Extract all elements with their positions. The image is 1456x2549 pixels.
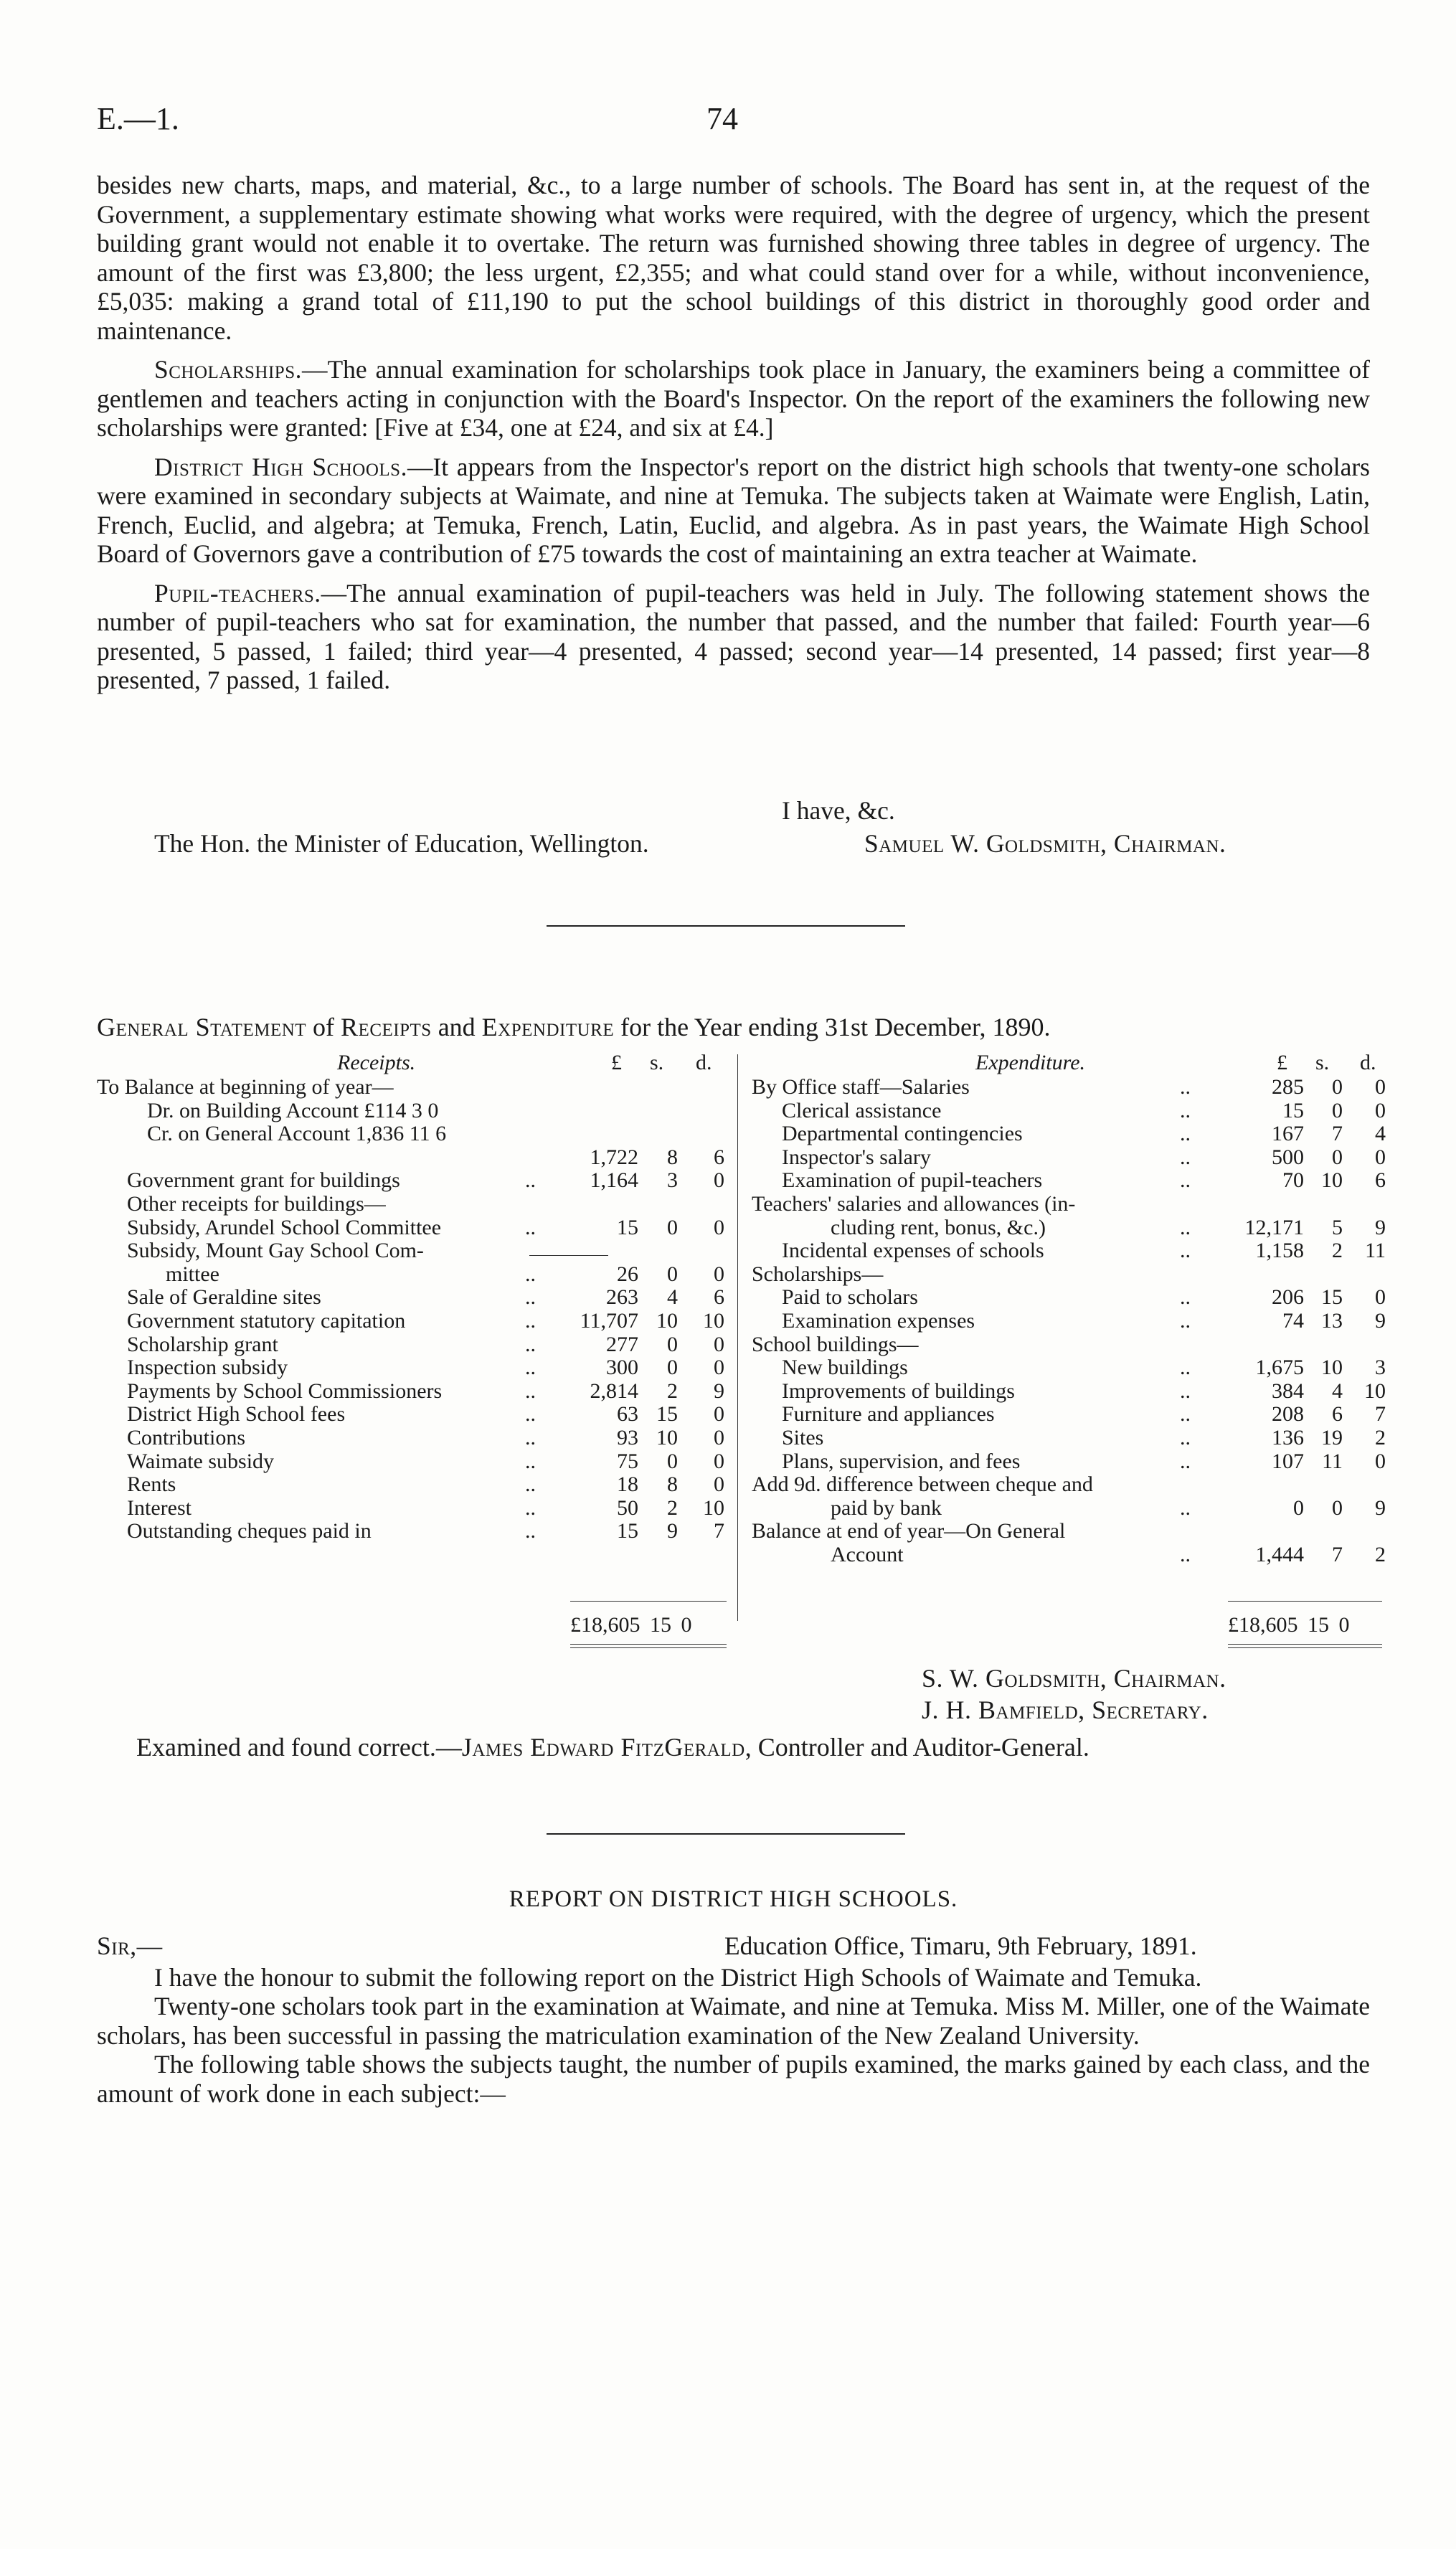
expenditure-amount: 70 [1282, 1168, 1304, 1193]
title-general-statement: General Statement [97, 1013, 307, 1041]
receipt-amount: 0 [714, 1262, 724, 1286]
receipt-label: Outstanding cheques paid in [127, 1519, 372, 1543]
expenditure-col-pence: d. [1360, 1051, 1376, 1074]
expenditure-amount: 10 [1364, 1378, 1386, 1403]
expenditure-label: Sites [782, 1426, 824, 1450]
receipt-amount: 10 [656, 1426, 678, 1450]
receipt-amount: 0 [667, 1356, 678, 1380]
expenditure-amount: 6 [1332, 1402, 1343, 1427]
closing-i-have: I have, &c. [782, 796, 895, 825]
expenditure-amount: 208 [1272, 1402, 1304, 1427]
receipt-label: To Balance at beginning of year— [97, 1075, 394, 1099]
receipt-amount: 26 [617, 1262, 638, 1286]
expenditure-amount: 0 [1293, 1495, 1304, 1520]
signature-chairman: S. W. Goldsmith, Chairman. [922, 1664, 1226, 1693]
leader-dots: .. [525, 1495, 536, 1520]
expenditure-amount: 384 [1272, 1378, 1304, 1403]
receipt-amount: 75 [617, 1449, 638, 1473]
receipt-amount: 10 [703, 1495, 724, 1520]
closing-addressee: The Hon. the Minister of Education, Wellington. [154, 829, 649, 858]
expenditure-amount: 10 [1321, 1168, 1343, 1193]
receipt-amount: 18 [617, 1472, 638, 1497]
expenditure-amount: 15 [1321, 1285, 1343, 1310]
column-divider [737, 1054, 738, 1621]
expenditure-amount: 1,675 [1255, 1356, 1304, 1380]
title-expenditure: Expenditure [481, 1013, 615, 1041]
receipt-amount: 15 [656, 1402, 678, 1427]
receipt-amount: 4 [667, 1285, 678, 1310]
leader-dots: .. [1180, 1426, 1191, 1450]
expenditure-double-rule-2 [1228, 1647, 1382, 1648]
leader-dots: .. [525, 1426, 536, 1450]
report-paragraph-3: The following table shows the subjects taught, the number of pupils examined, the marks gained by each class, and the amount of work done in each subject:— [97, 2050, 1370, 2108]
leader-dots: .. [525, 1262, 536, 1286]
receipt-amount: 0 [714, 1168, 724, 1193]
receipt-amount: 15 [617, 1519, 638, 1543]
leader-dots: .. [1180, 1098, 1191, 1122]
expenditure-heading: Expenditure. [975, 1051, 1086, 1074]
leader-dots: .. [1180, 1285, 1191, 1310]
expenditure-amount: 107 [1272, 1449, 1304, 1473]
expenditure-amount: 10 [1321, 1356, 1343, 1380]
leader-dots: .. [1180, 1402, 1191, 1427]
expenditure-label: Improvements of buildings [782, 1378, 1015, 1403]
receipt-amount: 6 [714, 1145, 724, 1169]
receipt-amount: 0 [714, 1472, 724, 1497]
receipts-total-rule [570, 1601, 727, 1602]
intro-paragraph: besides new charts, maps, and material, &c., to a large number of schools. The Board has sent in, at the request of the Government, a supplementary estimate showing what works were required, with the degree of urgency, which the present building grant would not enable it to overtake. The return was furnished showing three tables in degree of urgency. The amount of the first was £3,800; the less urgent, £2,355; and what could stand over for a while, without inconvenience, £5,035: making a grand total of £11,190 to put the school buildings of this district in thoroughly good order and maintenance. [97, 171, 1370, 345]
receipt-amount: 8 [667, 1472, 678, 1497]
expenditure-label: Add 9d. difference between cheque and [752, 1472, 1093, 1497]
expenditure-amount: 4 [1375, 1122, 1386, 1146]
receipt-amount: 1,722 [590, 1145, 638, 1169]
receipt-label: Government grant for buildings [127, 1168, 400, 1193]
title-and: and [438, 1013, 476, 1041]
receipts-col-pence: d. [696, 1051, 712, 1074]
receipt-label: Contributions [127, 1426, 246, 1450]
expenditure-total: £18,605 15 0 [1228, 1613, 1350, 1637]
expenditure-amount: 0 [1332, 1145, 1343, 1169]
receipt-label: Subsidy, Mount Gay School Com- [127, 1239, 424, 1263]
expenditure-label: Departmental contingencies [782, 1122, 1023, 1146]
receipt-amount: 2,814 [590, 1378, 638, 1403]
expenditure-amount: 0 [1375, 1098, 1386, 1122]
expenditure-amount: 15 [1282, 1098, 1304, 1122]
expenditure-label: Paid to scholars [782, 1285, 918, 1310]
receipt-label: Cr. on General Account 1,836 11 6 [147, 1122, 447, 1146]
receipt-amount: 3 [667, 1168, 678, 1193]
scholarships-text: —The annual examination for scholarships took place in January, the examiners being a committee of gentlemen and teachers acting in conjunction with the Board's Inspector. On the report of the examiners the following new scholarships were granted: [Five at £34, one at £24, and six at £4.] [97, 355, 1370, 442]
signature-secretary: J. H. Bamfield, Secretary. [922, 1696, 1209, 1724]
expenditure-amount: 11 [1365, 1239, 1386, 1263]
receipt-amount: 9 [714, 1378, 724, 1403]
receipt-amount: 263 [606, 1285, 638, 1310]
receipt-amount: 0 [714, 1402, 724, 1427]
subtotal-rule [529, 1255, 608, 1256]
title-year: for the Year ending 31st December, 1890. [620, 1013, 1051, 1041]
expenditure-amount: 0 [1375, 1145, 1386, 1169]
receipts-heading: Receipts. [337, 1051, 416, 1074]
report-divider [547, 1833, 905, 1835]
leader-dots: .. [1180, 1378, 1191, 1403]
expenditure-amount: 0 [1375, 1075, 1386, 1099]
report-title: REPORT ON DISTRICT HIGH SCHOOLS. [509, 1886, 958, 1912]
receipt-amount: 0 [667, 1332, 678, 1356]
receipt-amount: 63 [617, 1402, 638, 1427]
expenditure-label: Examination of pupil-teachers [782, 1168, 1043, 1193]
receipt-amount: 0 [714, 1426, 724, 1450]
expenditure-amount: 136 [1272, 1426, 1304, 1450]
expenditure-label: Plans, supervision, and fees [782, 1449, 1021, 1473]
receipt-amount: 0 [714, 1449, 724, 1473]
expenditure-amount: 9 [1375, 1215, 1386, 1239]
receipt-amount: 0 [714, 1215, 724, 1239]
receipts-col-shillings: s. [650, 1051, 664, 1074]
receipts-double-rule-2 [570, 1647, 727, 1648]
expenditure-amount: 0 [1332, 1075, 1343, 1099]
expenditure-col-pounds: £ [1277, 1051, 1287, 1074]
receipt-label: Rents [127, 1472, 176, 1497]
expenditure-label: cluding rent, bonus, &c.) [831, 1215, 1046, 1239]
examined-prefix: Examined and found correct.— [136, 1733, 462, 1761]
leader-dots: .. [1180, 1239, 1191, 1263]
leader-dots: .. [1180, 1215, 1191, 1239]
expenditure-amount: 2 [1375, 1543, 1386, 1566]
receipt-label: Scholarship grant [127, 1332, 278, 1356]
closing-signatory: Samuel W. Goldsmith, Chairman. [864, 829, 1226, 858]
expenditure-double-rule-1 [1228, 1644, 1382, 1645]
expenditure-label: Incidental expenses of schools [782, 1239, 1044, 1263]
title-receipts: Receipts [341, 1013, 432, 1041]
expenditure-amount: 167 [1272, 1122, 1304, 1146]
expenditure-label: Examination expenses [782, 1309, 975, 1333]
leader-dots: .. [525, 1519, 536, 1543]
expenditure-amount: 9 [1375, 1495, 1386, 1520]
receipt-label: Government statutory capitation [127, 1309, 406, 1333]
receipt-amount: 50 [617, 1495, 638, 1520]
expenditure-amount: 0 [1375, 1285, 1386, 1310]
expenditure-amount: 3 [1375, 1356, 1386, 1380]
examined-name: James Edward FitzGerald [461, 1733, 745, 1761]
receipt-amount: 1,164 [590, 1168, 638, 1193]
receipt-amount: 9 [667, 1519, 678, 1543]
receipt-amount: 2 [667, 1378, 678, 1403]
receipt-label: Sale of Geraldine sites [127, 1285, 321, 1310]
expenditure-amount: 7 [1332, 1543, 1343, 1566]
receipts-total: £18,605 15 0 [570, 1613, 692, 1637]
report-section [97, 1885, 1370, 2108]
receipt-label: Subsidy, Arundel School Committee [127, 1215, 442, 1239]
report-paragraph-1: I have the honour to submit the following report on the District High Schools of Waimate and Temuka. [154, 1962, 1202, 1992]
scholarships-heading: Scholarships. [154, 355, 302, 384]
expenditure-label: Furniture and appliances [782, 1402, 995, 1427]
expenditure-amount: 7 [1375, 1402, 1386, 1427]
leader-dots: .. [1180, 1356, 1191, 1380]
expenditure-amount: 285 [1272, 1075, 1304, 1099]
leader-dots: .. [525, 1215, 536, 1239]
leader-dots: .. [525, 1378, 536, 1403]
expenditure-amount: 11 [1322, 1449, 1343, 1473]
examined-suffix: , Controller and Auditor-General. [744, 1733, 1089, 1761]
leader-dots: .. [525, 1402, 536, 1427]
expenditure-label: Scholarships— [752, 1262, 884, 1286]
expenditure-label: Account [831, 1543, 904, 1566]
expenditure-amount: 7 [1332, 1122, 1343, 1146]
expenditure-label: Clerical assistance [782, 1098, 942, 1122]
expenditure-amount: 5 [1332, 1215, 1343, 1239]
receipt-amount: 10 [656, 1309, 678, 1333]
pupil-teachers-text: —The annual examination of pupil-teachers was held in July. The following statement shows the number of pupil-teachers who sat for examination, the number that passed, and the number that failed: Fourth year—6 presented, 5 passed, 1 failed; third year—4 presented, 4 passed; second year—14 presented, 14 passed; first year—8 presented, 7 passed, 1 failed. [97, 578, 1370, 694]
receipt-amount: 6 [714, 1285, 724, 1310]
leader-dots: .. [1180, 1168, 1191, 1193]
receipt-amount: 93 [617, 1426, 638, 1450]
receipt-amount: 8 [667, 1145, 678, 1169]
receipt-amount: 300 [606, 1356, 638, 1380]
receipts-double-rule-1 [570, 1644, 727, 1645]
leader-dots: .. [525, 1356, 536, 1380]
expenditure-label: New buildings [782, 1356, 908, 1380]
leader-dots: .. [1180, 1309, 1191, 1333]
receipt-amount: 7 [714, 1519, 724, 1543]
expenditure-amount: 1,444 [1255, 1543, 1304, 1566]
receipt-amount: 0 [714, 1332, 724, 1356]
report-dateline: Education Office, Timaru, 9th February, 1891. [724, 1931, 1197, 1960]
expenditure-amount: 13 [1321, 1309, 1343, 1333]
expenditure-amount: 206 [1272, 1285, 1304, 1310]
receipt-label: Inspection subsidy [127, 1356, 288, 1380]
leader-dots: .. [525, 1332, 536, 1356]
receipt-amount: 0 [667, 1262, 678, 1286]
receipts-col-pounds: £ [611, 1051, 622, 1074]
receipt-amount: 0 [667, 1449, 678, 1473]
leader-dots: .. [1180, 1075, 1191, 1099]
expenditure-label: Inspector's salary [782, 1145, 931, 1169]
receipt-amount: 0 [667, 1215, 678, 1239]
examined-line [136, 1733, 1089, 1762]
receipt-label: Other receipts for buildings— [127, 1192, 386, 1216]
leader-dots: .. [1180, 1122, 1191, 1146]
receipt-label: District High School fees [127, 1402, 346, 1427]
expenditure-amount: 0 [1332, 1495, 1343, 1520]
expenditure-label: paid by bank [831, 1495, 942, 1520]
report-paragraph-2: Twenty-one scholars took part in the examination at Waimate, and nine at Temuka. Miss M. Miller, one of the Waimate scholars, has been successful in passing the matriculation examination of the New Zealand University. [97, 1992, 1370, 2050]
leader-dots: .. [525, 1285, 536, 1310]
receipt-label: Interest [127, 1495, 192, 1520]
leader-dots: .. [525, 1168, 536, 1193]
expenditure-amount: 6 [1375, 1168, 1386, 1193]
expenditure-amount: 0 [1375, 1449, 1386, 1473]
page-number: 74 [706, 101, 738, 136]
expenditure-amount: 0 [1332, 1098, 1343, 1122]
leader-dots: .. [1180, 1495, 1191, 1520]
expenditure-amount: 19 [1321, 1426, 1343, 1450]
pupil-teachers-heading: Pupil-teachers. [154, 578, 321, 607]
expenditure-amount: 2 [1375, 1426, 1386, 1450]
expenditure-col-shillings: s. [1315, 1051, 1330, 1074]
leader-dots: .. [1180, 1449, 1191, 1473]
document-reference: E.—1. [97, 101, 179, 136]
expenditure-amount: 12,171 [1244, 1215, 1304, 1239]
expenditure-amount: 9 [1375, 1309, 1386, 1333]
receipt-amount: 15 [617, 1215, 638, 1239]
district-high-heading: District High Schools. [154, 452, 407, 481]
leader-dots: .. [525, 1449, 536, 1473]
expenditure-label: Balance at end of year—On General [752, 1519, 1066, 1543]
expenditure-label: School buildings— [752, 1332, 919, 1356]
expenditure-label: Teachers' salaries and allowances (in- [752, 1192, 1076, 1216]
receipt-amount: 0 [714, 1356, 724, 1380]
leader-dots: .. [1180, 1145, 1191, 1169]
expenditure-total-rule [1228, 1601, 1382, 1602]
leader-dots: .. [525, 1309, 536, 1333]
receipt-amount: 277 [606, 1332, 638, 1356]
receipt-label: Waimate subsidy [127, 1449, 275, 1473]
leader-dots: .. [1180, 1543, 1191, 1566]
receipt-amount: 11,707 [580, 1309, 638, 1333]
district-high-text: —It appears from the Inspector's report on the district high schools that twenty-one scholars were examined in secondary subjects at Waimate, and nine at Temuka. The subjects taken at Waimate were English, Latin, French, Euclid, and algebra; at Temuka, French, Latin, Euclid, and algebra. As in past years, the Waimate High School Board of Governors gave a contribution of £75 towards the cost of maintaining an extra teacher at Waimate. [97, 452, 1370, 568]
receipt-label: Dr. on Building Account £114 3 0 [147, 1098, 439, 1122]
receipt-label: mittee [166, 1262, 219, 1286]
leader-dots: .. [525, 1472, 536, 1497]
expenditure-amount: 2 [1332, 1239, 1343, 1263]
receipt-amount: 2 [667, 1495, 678, 1520]
expenditure-label: By Office staff—Salaries [752, 1075, 970, 1099]
report-salutation: Sir,— [97, 1931, 163, 1960]
title-of: of [313, 1013, 335, 1041]
receipt-label: Payments by School Commissioners [127, 1378, 443, 1403]
expenditure-amount: 74 [1282, 1309, 1304, 1333]
receipt-amount: 10 [703, 1309, 724, 1333]
expenditure-amount: 500 [1272, 1145, 1304, 1169]
expenditure-amount: 4 [1332, 1378, 1343, 1403]
expenditure-amount: 1,158 [1255, 1239, 1304, 1263]
